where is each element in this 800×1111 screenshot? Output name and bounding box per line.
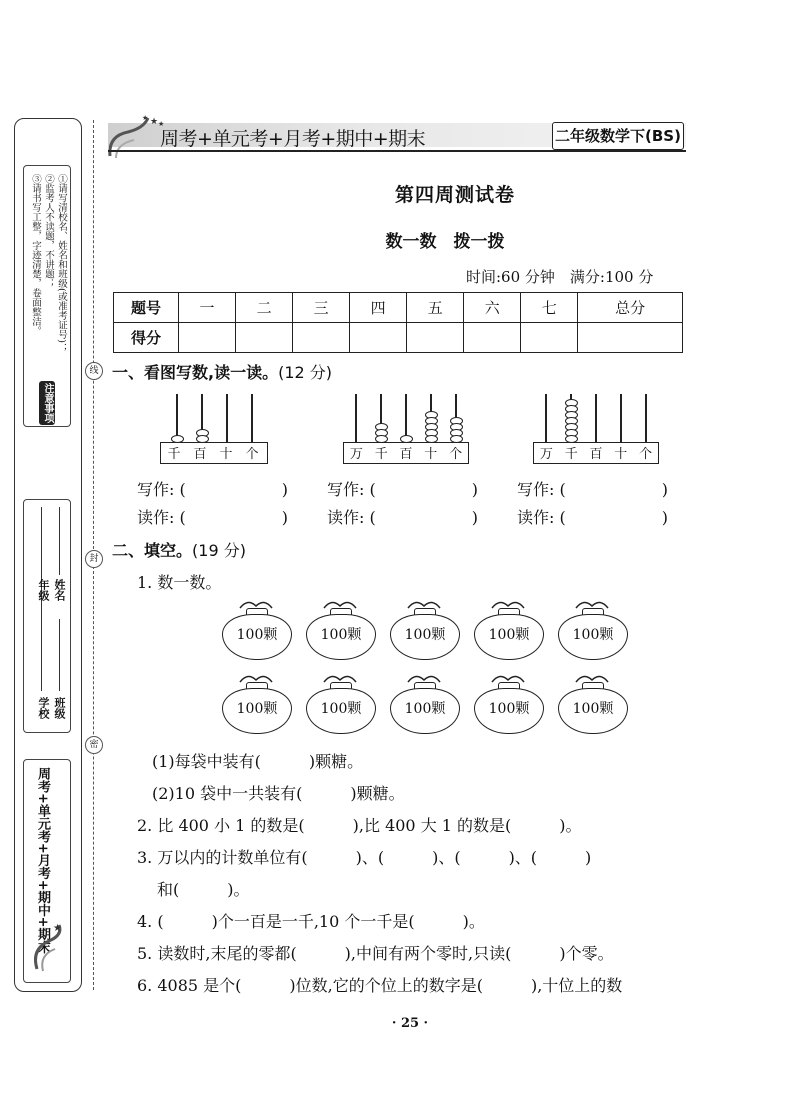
bag-label: 100颗	[390, 688, 460, 734]
abacus-bead	[425, 435, 438, 443]
place-label: 千	[564, 447, 578, 462]
candy-bag-icon	[554, 600, 630, 660]
score-cell[interactable]	[179, 323, 236, 353]
score-header-cell: 总分	[578, 293, 683, 323]
name-blank[interactable]	[59, 507, 60, 575]
score-cell[interactable]	[464, 323, 521, 353]
score-header-cell: 一	[179, 293, 236, 323]
school-label: 学校	[37, 697, 50, 719]
score-cell[interactable]	[350, 323, 407, 353]
abacus1-read[interactable]: 读作: ( )	[137, 508, 288, 527]
svg-text:★: ★	[158, 120, 164, 128]
abacus-rod	[355, 394, 357, 444]
score-cell[interactable]	[407, 323, 464, 353]
class-label: 班级	[53, 697, 66, 719]
place-label: 百	[589, 447, 603, 462]
score-cell[interactable]	[578, 323, 683, 353]
cut-mark-secret: 密	[85, 736, 103, 754]
bag-label: 100颗	[474, 688, 544, 734]
abacus-base	[343, 442, 469, 464]
notice-line-2: ②监考人不读题，不讲题；	[43, 174, 54, 288]
question-2[interactable]: 2. 比 400 小 1 的数是( ),比 400 大 1 的数是( )。	[137, 816, 582, 835]
notice-heading: 注意事项	[39, 381, 55, 425]
cut-mark-line: 线	[85, 362, 103, 380]
abacus-rod	[226, 394, 228, 444]
score-header-cell: 二	[236, 293, 293, 323]
abacus3-write[interactable]: 写作: ( )	[517, 480, 668, 499]
section2-heading	[112, 538, 246, 561]
place-label: 百	[193, 447, 207, 462]
section1-points: (12 分)	[278, 363, 333, 382]
candy-bag-icon	[386, 674, 462, 734]
score-row-label: 得分	[114, 323, 179, 353]
place-label: 个	[449, 447, 463, 462]
grade-label: 年级	[37, 579, 50, 601]
place-label: 千	[374, 447, 388, 462]
section2-title: 二、填空。	[112, 541, 193, 560]
abacus1-write[interactable]: 写作: ( )	[137, 480, 288, 499]
score-table	[113, 292, 683, 353]
score-header-cell: 四	[350, 293, 407, 323]
question-6[interactable]: 6. 4085 是个( )位数,它的个位上的数字是( ),十位上的数	[137, 976, 623, 995]
candy-bag-icon	[302, 600, 378, 660]
score-cell[interactable]	[521, 323, 578, 353]
brand-vertical: 周考+单元考+月考+期中+期末	[35, 767, 50, 954]
place-label: 十	[219, 447, 233, 462]
candy-bag-icon	[218, 600, 294, 660]
exam-info: 时间:60 分钟 满分:100 分	[466, 268, 654, 286]
candy-bag-icon	[386, 600, 462, 660]
score-header-label: 题号	[114, 293, 179, 323]
series-title: 周考+单元考+月考+期中+期末	[160, 128, 426, 150]
bag-label: 100颗	[558, 688, 628, 734]
bag-label: 100颗	[390, 614, 460, 660]
question-4[interactable]: 4. ( )个一百是一千,10 个一千是( )。	[137, 912, 485, 931]
candy-bag-icon	[218, 674, 294, 734]
abacus3-read[interactable]: 读作: ( )	[517, 508, 668, 527]
place-label: 千	[167, 447, 181, 462]
section2-points: (19 分)	[192, 541, 246, 560]
table-row	[114, 323, 683, 353]
svg-text:★: ★	[53, 923, 62, 934]
page-subtitle: 数一数 拨一拨	[385, 232, 505, 252]
abacus-base	[160, 442, 268, 464]
svg-text:★: ★	[142, 114, 149, 122]
star-logo-icon	[29, 919, 69, 975]
score-header-cell: 三	[293, 293, 350, 323]
table-row	[114, 293, 683, 323]
bag-label: 100颗	[306, 688, 376, 734]
candy-bag-icon	[554, 674, 630, 734]
candy-bag-icon	[302, 674, 378, 734]
page-number: · 25 ·	[391, 1016, 429, 1031]
star-logo-icon	[104, 112, 164, 160]
abacus-rod	[545, 394, 547, 444]
abacus-rod	[620, 394, 622, 444]
page-title: 第四周测试卷	[394, 184, 515, 206]
abacus-bead	[565, 435, 578, 443]
candy-bag-icon	[470, 600, 546, 660]
score-cell[interactable]	[236, 323, 293, 353]
place-label: 十	[424, 447, 438, 462]
svg-text:★: ★	[150, 117, 159, 127]
bag-label: 100颗	[222, 688, 292, 734]
place-label: 万	[349, 447, 363, 462]
abacus2-write[interactable]: 写作: ( )	[327, 480, 478, 499]
abacus-bead	[375, 435, 388, 443]
grade-badge: 二年级数学下(BS)	[552, 122, 684, 150]
place-label: 万	[539, 447, 553, 462]
abacus-rod	[251, 394, 253, 444]
name-label: 姓名	[53, 579, 66, 601]
question-3[interactable]: 3. 万以内的计数单位有( )、( )、( )、( )	[137, 848, 592, 867]
place-label: 十	[614, 447, 628, 462]
abacus-bead	[450, 435, 463, 443]
bag-label: 100颗	[474, 614, 544, 660]
question-1-1[interactable]: (1)每袋中装有( )颗糖。	[152, 752, 364, 771]
header-rule	[108, 150, 686, 152]
notice-line-3: ③请书写工整，字迹清楚，卷面整洁。	[30, 174, 41, 336]
score-header-cell: 五	[407, 293, 464, 323]
place-label: 百	[399, 447, 413, 462]
score-cell[interactable]	[293, 323, 350, 353]
bag-label: 100颗	[222, 614, 292, 660]
abacus-base	[533, 442, 659, 464]
abacus-bead	[171, 435, 184, 443]
abacus2-read[interactable]: 读作: ( )	[327, 508, 478, 527]
abacus-rod	[595, 394, 597, 444]
cut-mark-seal: 封	[85, 550, 103, 568]
question-3-cont[interactable]: 和( )。	[157, 880, 250, 899]
bag-label: 100颗	[558, 614, 628, 660]
abacus-1	[160, 394, 270, 466]
abacus-bead	[400, 435, 413, 443]
place-label: 个	[639, 447, 653, 462]
abacus-rod	[645, 394, 647, 444]
question-5[interactable]: 5. 读数时,末尾的零都( ),中间有两个零时,只读( )个零。	[137, 944, 614, 963]
section1-heading	[112, 360, 332, 383]
score-header-cell: 七	[521, 293, 578, 323]
abacus-3	[533, 394, 663, 466]
place-label: 个	[245, 447, 259, 462]
question-1-2[interactable]: (2)10 袋中一共装有( )颗糖。	[152, 784, 405, 803]
bag-label: 100颗	[306, 614, 376, 660]
question-1: 1. 数一数。	[137, 573, 222, 592]
class-blank[interactable]	[59, 619, 60, 691]
abacus-bead	[196, 435, 209, 443]
abacus-2	[343, 394, 473, 466]
notice-line-1: ①请写清校名、姓名和班级(或准考证号)；	[56, 174, 67, 353]
section1-title: 一、看图写数,读一读。	[112, 363, 279, 382]
candy-bag-icon	[470, 674, 546, 734]
score-header-cell: 六	[464, 293, 521, 323]
